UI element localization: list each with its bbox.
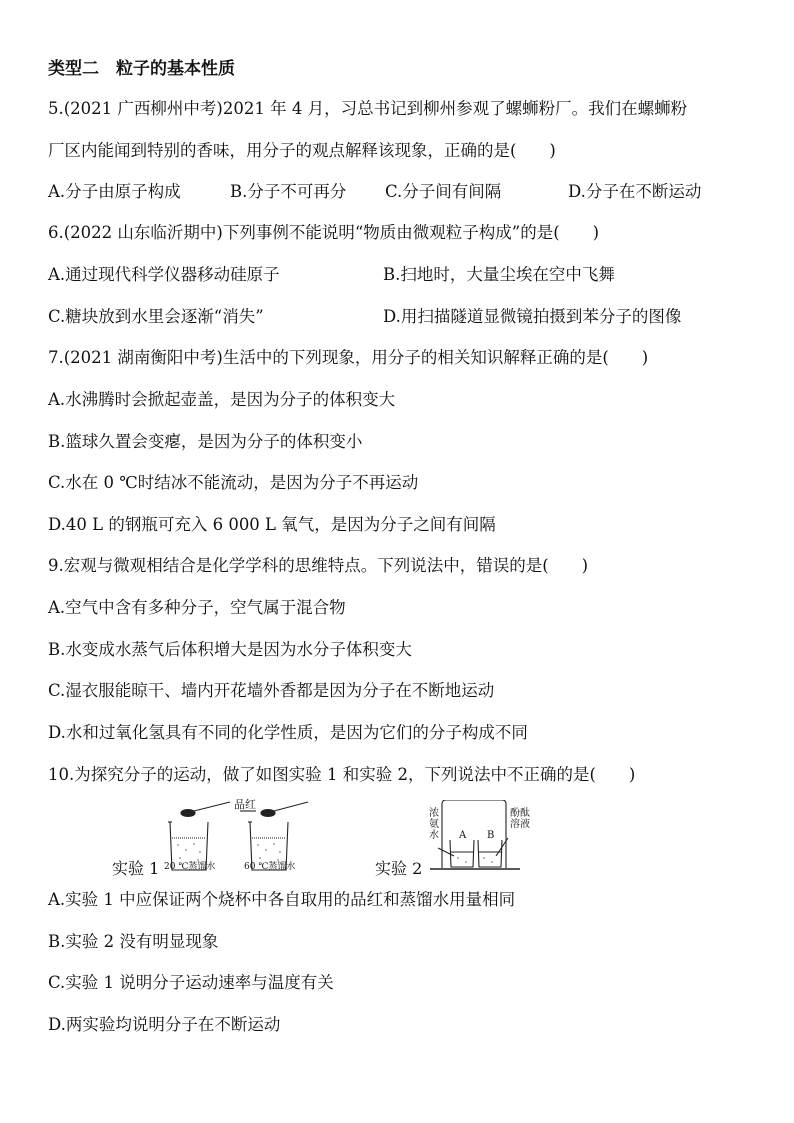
beaker1-label: 20 ℃蒸馏水: [164, 862, 216, 872]
q10-option-b: B.实验 2 没有明显现象: [48, 932, 219, 951]
q10-option-a: A.实验 1 中应保证两个烧杯中各自取用的品红和蒸馏水用量相同: [48, 890, 516, 909]
q9-stem: 9.宏观与微观相结合是化学学科的思维特点。下列说法中，错误的是( ): [48, 556, 589, 575]
ammonia-label: 浓 氨 水: [429, 808, 439, 841]
q10-option-c: C.实验 1 说明分子运动速率与温度有关: [48, 973, 334, 992]
q10-option-d: D.两实验均说明分子在不断运动: [48, 1015, 281, 1034]
experiment1-label: 实验 1: [112, 859, 160, 878]
q6-option-b: B.扫地时，大量尘埃在空中飞舞: [383, 265, 615, 284]
cup-b-label: B: [487, 830, 495, 841]
q5-stem-line1: 5.(2021 广西柳州中考)2021 年 4 月，习总书记到柳州参观了螺蛳粉厂。我们在螺蛳粉: [48, 99, 688, 118]
q5-stem-line2: 厂区内能闻到特别的香味，用分子的观点解释该现象，正确的是( ): [48, 141, 556, 160]
q7-option-c: C.水在 0 ℃时结冰不能流动，是因为分子不再运动: [48, 473, 419, 492]
q5-option-a: A.分子由原子构成: [48, 182, 181, 201]
q10-stem: 10.为探究分子的运动，做了如图实验 1 和实验 2，下列说法中不正确的是( ): [48, 765, 636, 784]
phenolphthalein-label: 酚酞 溶液: [510, 808, 530, 830]
q9-option-c: C.湿衣服能晾干、墙内开花墙外香都是因为分子在不断地运动: [48, 681, 495, 700]
q7-option-a: A.水沸腾时会掀起壶盖，是因为分子的体积变大: [48, 390, 396, 409]
experiment-figure: [108, 800, 538, 880]
experiment2-label: 实验 2: [375, 859, 423, 878]
q7-option-b: B.篮球久置会变瘪，是因为分子的体积变小: [48, 432, 363, 451]
q6-option-a: A.通过现代科学仪器移动硅原子: [48, 265, 280, 284]
q9-option-d: D.水和过氧化氢具有不同的化学性质，是因为它们的分子构成不同: [48, 723, 528, 742]
beaker2-label: 60 ℃蒸馏水: [244, 862, 296, 872]
pinhong-label: 品红: [234, 798, 256, 811]
q7-stem: 7.(2021 湖南衡阳中考)生活中的下列现象，用分子的相关知识解释正确的是( ): [48, 348, 649, 367]
section-title: 类型二 粒子的基本性质: [48, 59, 235, 79]
q9-option-b: B.水变成水蒸气后体积增大是因为水分子体积变大: [48, 640, 412, 659]
q5-option-d: D.分子在不断运动: [568, 182, 702, 201]
cup-a-label: A: [459, 830, 467, 841]
q7-option-d: D.40 L 的钢瓶可充入 6 000 L 氧气，是因为分子之间有间隔: [48, 515, 496, 534]
q9-option-a: A.空气中含有多种分子，空气属于混合物: [48, 598, 346, 617]
q6-option-d: D.用扫描隧道显微镜拍摄到苯分子的图像: [383, 307, 682, 326]
q6-option-c: C.糖块放到水里会逐渐“消失”: [48, 307, 264, 326]
q6-stem: 6.(2022 山东临沂期中)下列事例不能说明“物质由微观粒子构成”的是( ): [48, 223, 600, 242]
q5-option-b: B.分子不可再分: [230, 182, 347, 201]
q5-option-c: C.分子间有间隔: [385, 182, 502, 201]
